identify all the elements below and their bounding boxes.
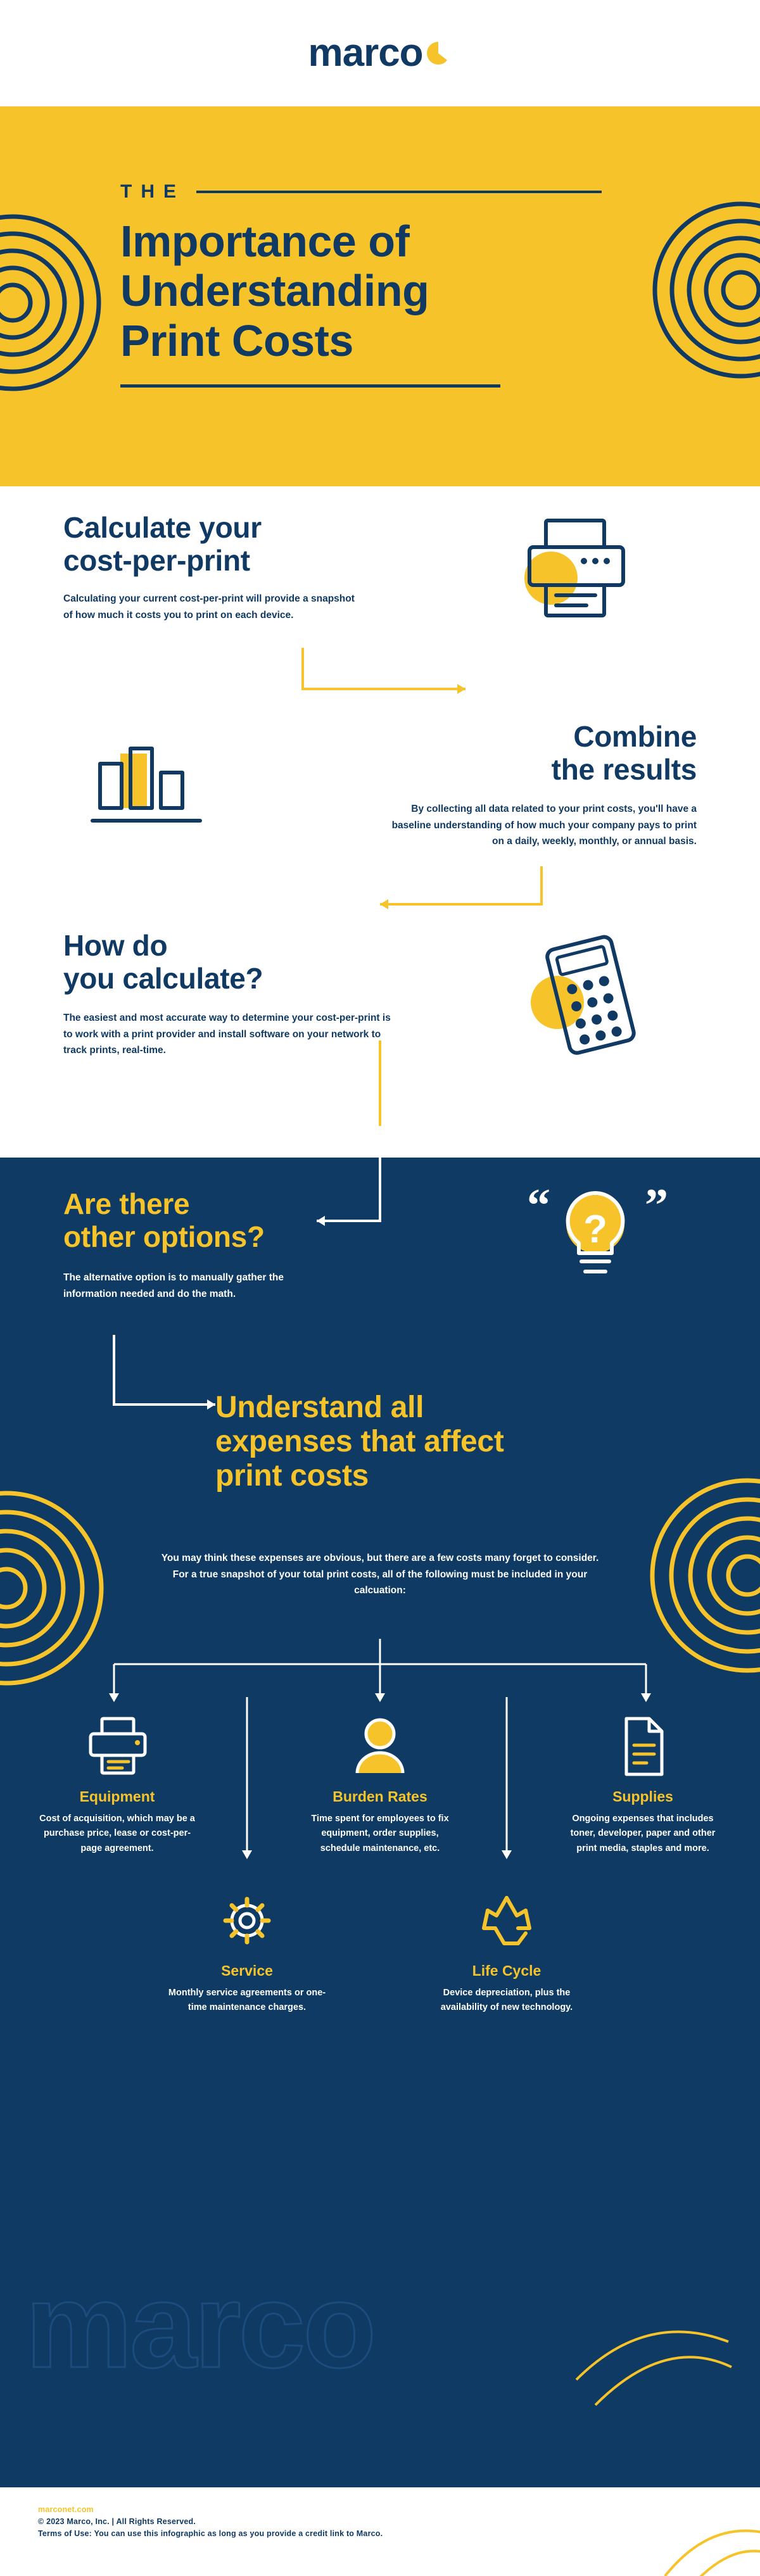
section-heading-line-2: you calculate? bbox=[63, 961, 263, 995]
section-heading bbox=[304, 721, 697, 786]
hero-eyebrow-rule bbox=[196, 191, 602, 193]
section-heading-line-1: Combine bbox=[573, 720, 697, 753]
footer-swoosh-icon bbox=[659, 2494, 760, 2576]
hero-eyebrow: THE bbox=[120, 181, 185, 202]
footer bbox=[0, 2487, 760, 2576]
section-how-do-you-calculate bbox=[63, 930, 418, 1059]
expense-life-cycle bbox=[428, 1889, 586, 2016]
section-heading-line-2: expenses that affect bbox=[215, 1424, 504, 1458]
expense-service bbox=[168, 1889, 326, 2016]
section-combine-the-results bbox=[304, 721, 697, 850]
expense-title: Life Cycle bbox=[472, 1962, 542, 1979]
person-icon bbox=[301, 1715, 459, 1778]
recycle-icon bbox=[428, 1889, 586, 1952]
svg-text:?: ? bbox=[583, 1208, 607, 1251]
logo-wordmark: marco bbox=[308, 31, 423, 75]
expense-body: Monthly service agreements or one-time maintenance charges. bbox=[168, 1988, 326, 2013]
expense-body: Cost of acquisition, which may be a purchase price, lease or cost-per-page agreement. bbox=[39, 1814, 195, 1853]
section-body: By collecting all data related to your print costs, you'll have a baseline understanding of how much your company pays to print on a daily, weekly, monthly, or annual basis. bbox=[391, 804, 697, 847]
marco-c-logo-icon bbox=[424, 39, 452, 67]
hero-title-line-2: Understanding bbox=[120, 266, 429, 316]
section-body: The easiest and most accurate way to determine your cost-per-print is to work with a print provider and install software on your network to track prints, real-time. bbox=[63, 1013, 391, 1056]
section-heading-line-2: cost-per-print bbox=[63, 543, 250, 577]
decorative-swoosh-icon bbox=[570, 2285, 735, 2411]
hero-content bbox=[120, 181, 627, 388]
bar-chart-icon bbox=[82, 740, 215, 841]
section-heading-line-2: the results bbox=[551, 752, 697, 786]
expense-title: Equipment bbox=[79, 1788, 155, 1805]
expense-equipment bbox=[38, 1715, 196, 1856]
printer-icon bbox=[38, 1715, 196, 1778]
logo-bar bbox=[0, 0, 760, 106]
expense-burden-rates bbox=[301, 1715, 459, 1856]
section-body: The alternative option is to manually gather the information needed and do the math. bbox=[63, 1272, 284, 1299]
white-section bbox=[0, 486, 760, 1158]
section-calculate-cost-per-print bbox=[63, 512, 393, 623]
expense-supplies bbox=[564, 1715, 722, 1856]
hero-title-line-3: Print Costs bbox=[120, 315, 353, 365]
svg-text:”: ” bbox=[645, 1180, 668, 1232]
expense-title: Supplies bbox=[612, 1788, 673, 1805]
expense-title: Service bbox=[221, 1962, 273, 1979]
section-understand-body bbox=[158, 1550, 602, 1599]
decorative-rings-right-icon bbox=[646, 195, 760, 385]
svg-text:“: “ bbox=[527, 1180, 550, 1232]
section-heading-line-3: print costs bbox=[215, 1458, 369, 1493]
section-heading bbox=[215, 1391, 659, 1493]
section-heading-line-1: Calculate your bbox=[63, 511, 262, 544]
hero-banner bbox=[0, 106, 760, 486]
calculator-icon bbox=[513, 930, 652, 1069]
section-body: Calculating your current cost-per-print will provide a snapshot of how much it costs you to print on each device. bbox=[63, 593, 355, 621]
expense-body: Device depreciation, plus the availability of new technology. bbox=[440, 1988, 573, 2013]
section-heading-line-2: other options? bbox=[63, 1220, 265, 1253]
section-heading bbox=[63, 1188, 393, 1253]
section-heading bbox=[63, 930, 418, 995]
expense-body: Ongoing expenses that includes toner, developer, paper and other print media, staples and more. bbox=[570, 1814, 716, 1853]
section-body: You may think these expenses are obvious, but there are a few costs many forget to consider. For a true snapshot of your total print costs, all of the following must be included in your calcuation: bbox=[161, 1553, 599, 1596]
hero-title-line-1: Importance of bbox=[120, 217, 410, 266]
expense-title: Burden Rates bbox=[332, 1788, 428, 1805]
footer-website-link[interactable]: marconet.com bbox=[38, 2505, 94, 2514]
section-heading bbox=[63, 512, 393, 577]
footer-terms: Terms of Use: You can use this infographic as long as you provide a credit link to Marco. bbox=[38, 2529, 383, 2538]
marco-logo[interactable] bbox=[308, 31, 452, 75]
section-heading-line-1: How do bbox=[63, 929, 168, 962]
gear-icon bbox=[168, 1889, 326, 1952]
marco-watermark: marco bbox=[25, 2259, 374, 2393]
navy-section bbox=[0, 1158, 760, 2487]
document-icon bbox=[564, 1715, 722, 1778]
hero-underline bbox=[120, 384, 500, 388]
expense-body: Time spent for employees to fix equipment, order supplies, schedule maintenance, etc. bbox=[311, 1814, 449, 1853]
question-bulb-quote-icon bbox=[500, 1177, 690, 1291]
section-heading-line-1: Are there bbox=[63, 1187, 190, 1220]
section-understand-all-expenses bbox=[215, 1391, 659, 1493]
section-other-options bbox=[63, 1188, 393, 1302]
hero-eyebrow-row bbox=[120, 181, 627, 203]
printer-icon bbox=[507, 512, 640, 626]
page-title bbox=[120, 217, 627, 365]
footer-copyright: © 2023 Marco, Inc. | All Rights Reserved. bbox=[38, 2517, 196, 2526]
section-heading-line-1: Understand all bbox=[215, 1391, 424, 1424]
decorative-rings-left-icon bbox=[0, 208, 108, 398]
